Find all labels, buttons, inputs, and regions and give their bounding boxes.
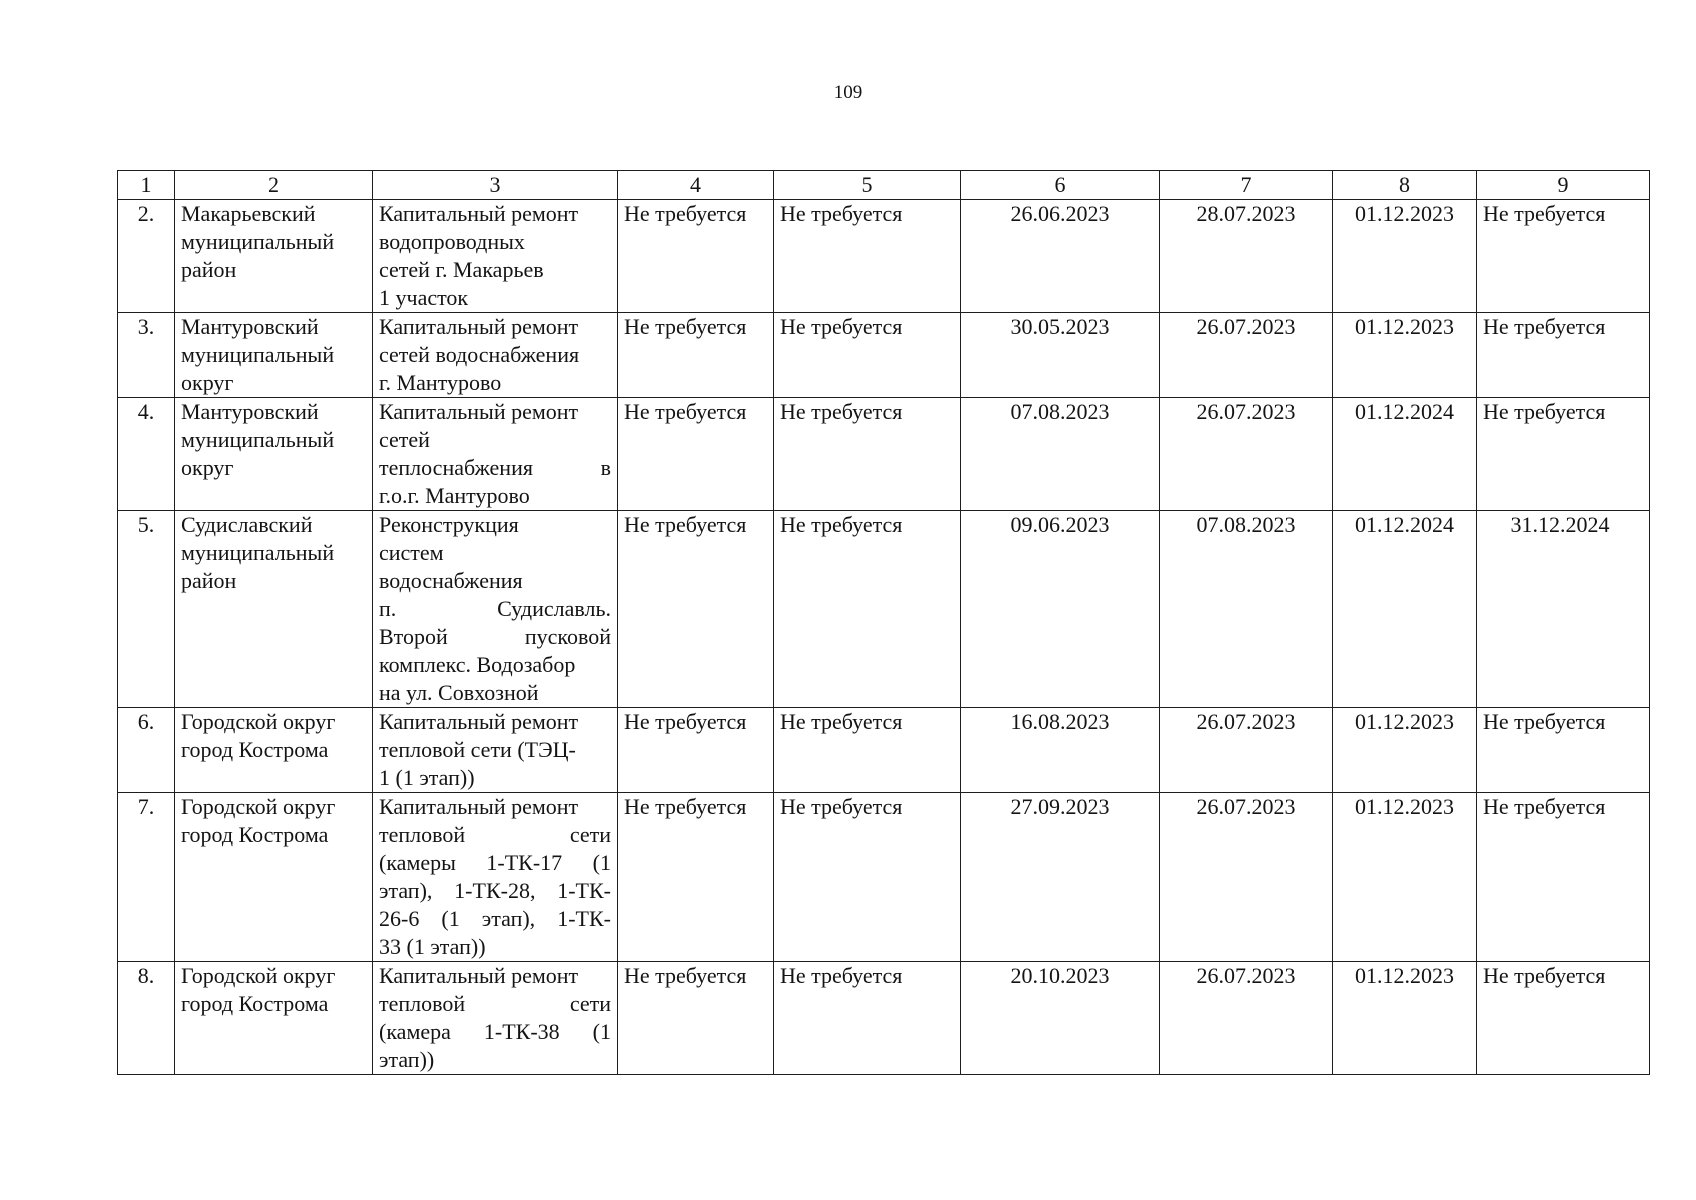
description-line: Реконструкция: [379, 512, 519, 537]
description-line: г.о.г. Мантурово: [379, 483, 530, 508]
col7-date-cell: 26.07.2023: [1160, 398, 1333, 511]
page-number: 109: [833, 82, 863, 103]
col6-date-cell: 07.08.2023: [961, 398, 1160, 511]
municipality-line: город Кострома: [181, 737, 329, 762]
municipality-line: Городской округ: [181, 963, 336, 988]
description-line: Капитальный ремонт: [379, 314, 579, 339]
col5-cell: Не требуется: [774, 200, 961, 313]
description-cell: [373, 200, 618, 313]
header-cell: 3: [373, 171, 618, 200]
header-cell: 8: [1333, 171, 1477, 200]
header-cell: 7: [1160, 171, 1333, 200]
description-line: тепловой сети: [379, 991, 611, 1016]
col4-cell: Не требуется: [618, 511, 774, 708]
municipality-line: Мантуровский: [181, 399, 319, 424]
municipality-line: город Кострома: [181, 991, 329, 1016]
description-line: 1 участок: [379, 285, 469, 310]
header-cell: 1: [118, 171, 175, 200]
col6-date-cell: 20.10.2023: [961, 962, 1160, 1075]
municipality-line: округ: [181, 370, 234, 395]
municipality-cell: [175, 398, 373, 511]
municipality-cell: [175, 511, 373, 708]
col5-cell: Не требуется: [774, 793, 961, 962]
col5-cell: Не требуется: [774, 313, 961, 398]
col4-cell: Не требуется: [618, 200, 774, 313]
table-row: [118, 962, 1650, 1075]
description-line: тепловой сети: [379, 822, 611, 847]
header-cell: 4: [618, 171, 774, 200]
description-cell: [373, 793, 618, 962]
col9-cell: 31.12.2024: [1477, 511, 1650, 708]
municipality-line: Городской округ: [181, 794, 336, 819]
col6-date-cell: 27.09.2023: [961, 793, 1160, 962]
table-row: [118, 793, 1650, 962]
col6-date-cell: 09.06.2023: [961, 511, 1160, 708]
col8-date-cell: 01.12.2024: [1333, 398, 1477, 511]
description-line: (камера 1-ТК-38 (1: [379, 1019, 611, 1044]
col9-cell: Не требуется: [1477, 200, 1650, 313]
description-cell: [373, 398, 618, 511]
row-number-cell: 5.: [118, 511, 175, 708]
col9-cell: Не требуется: [1477, 962, 1650, 1075]
col5-cell: Не требуется: [774, 511, 961, 708]
description-line: 33 (1 этап)): [379, 934, 486, 959]
description-line: на ул. Совхозной: [379, 680, 539, 705]
municipality-line: Судиславский: [181, 512, 313, 537]
description-cell: [373, 708, 618, 793]
col4-cell: Не требуется: [618, 962, 774, 1075]
col9-cell: Не требуется: [1477, 708, 1650, 793]
col7-date-cell: 07.08.2023: [1160, 511, 1333, 708]
description-line: этап), 1-ТК-28, 1-ТК-: [379, 878, 611, 903]
table-row: [118, 511, 1650, 708]
col5-cell: Не требуется: [774, 708, 961, 793]
description-line: Капитальный ремонт: [379, 399, 579, 424]
description-line: 26-6 (1 этап), 1-ТК-: [379, 906, 611, 931]
description-line: (камеры 1-ТК-17 (1: [379, 850, 611, 875]
municipality-line: муниципальный: [181, 427, 335, 452]
description-line: комплекс. Водозабор: [379, 652, 576, 677]
col4-cell: Не требуется: [618, 313, 774, 398]
description-line: г. Мантурово: [379, 370, 502, 395]
col7-date-cell: 28.07.2023: [1160, 200, 1333, 313]
col6-date-cell: 26.06.2023: [961, 200, 1160, 313]
description-line: тепловой сети (ТЭЦ-: [379, 737, 576, 762]
col8-date-cell: 01.12.2023: [1333, 200, 1477, 313]
col7-date-cell: 26.07.2023: [1160, 962, 1333, 1075]
header-row: [118, 171, 1650, 200]
description-line: 1 (1 этап)): [379, 765, 475, 790]
row-number-cell: 2.: [118, 200, 175, 313]
description-line: этап)): [379, 1047, 435, 1072]
table-body: [118, 200, 1650, 1075]
description-line: Второй пусковой: [379, 624, 611, 649]
header-cell: 5: [774, 171, 961, 200]
row-number-cell: 3.: [118, 313, 175, 398]
municipality-line: Городской округ: [181, 709, 336, 734]
municipality-line: Макарьевский: [181, 201, 316, 226]
header-cell: 6: [961, 171, 1160, 200]
municipality-cell: [175, 793, 373, 962]
col9-cell: Не требуется: [1477, 398, 1650, 511]
col5-cell: Не требуется: [774, 398, 961, 511]
col7-date-cell: 26.07.2023: [1160, 708, 1333, 793]
table-row: [118, 708, 1650, 793]
col7-date-cell: 26.07.2023: [1160, 793, 1333, 962]
description-line: теплоснабжения в: [379, 455, 611, 480]
col8-date-cell: 01.12.2023: [1333, 708, 1477, 793]
col4-cell: Не требуется: [618, 793, 774, 962]
col8-date-cell: 01.12.2023: [1333, 313, 1477, 398]
municipality-line: муниципальный: [181, 540, 335, 565]
description-line: сетей: [379, 427, 430, 452]
row-number-cell: 6.: [118, 708, 175, 793]
col6-date-cell: 30.05.2023: [961, 313, 1160, 398]
row-number-cell: 8.: [118, 962, 175, 1075]
municipality-line: район: [181, 257, 237, 282]
description-line: п. Судиславль.: [379, 596, 611, 621]
description-line: сетей водоснабжения: [379, 342, 580, 367]
col4-cell: Не требуется: [618, 708, 774, 793]
data-table: [117, 170, 1650, 1075]
municipality-line: район: [181, 568, 237, 593]
col5-cell: Не требуется: [774, 962, 961, 1075]
municipality-line: муниципальный: [181, 229, 335, 254]
header-cell: 2: [175, 171, 373, 200]
municipality-line: Мантуровский: [181, 314, 319, 339]
description-line: систем: [379, 540, 444, 565]
table-row: [118, 313, 1650, 398]
col6-date-cell: 16.08.2023: [961, 708, 1160, 793]
col8-date-cell: 01.12.2023: [1333, 793, 1477, 962]
description-line: сетей г. Макарьев: [379, 257, 544, 282]
municipality-line: муниципальный: [181, 342, 335, 367]
col9-cell: Не требуется: [1477, 793, 1650, 962]
header-cell: 9: [1477, 171, 1650, 200]
municipality-cell: [175, 200, 373, 313]
description-line: водоснабжения: [379, 568, 523, 593]
municipality-cell: [175, 962, 373, 1075]
table-row: [118, 398, 1650, 511]
col8-date-cell: 01.12.2024: [1333, 511, 1477, 708]
description-line: водопроводных: [379, 229, 525, 254]
municipality-line: округ: [181, 455, 234, 480]
row-number-cell: 7.: [118, 793, 175, 962]
municipality-line: город Кострома: [181, 822, 329, 847]
row-number-cell: 4.: [118, 398, 175, 511]
description-line: Капитальный ремонт: [379, 709, 579, 734]
description-cell: [373, 511, 618, 708]
description-cell: [373, 962, 618, 1075]
municipality-cell: [175, 313, 373, 398]
table-row: [118, 200, 1650, 313]
description-line: Капитальный ремонт: [379, 794, 579, 819]
description-cell: [373, 313, 618, 398]
description-line: Капитальный ремонт: [379, 201, 579, 226]
col7-date-cell: 26.07.2023: [1160, 313, 1333, 398]
col8-date-cell: 01.12.2023: [1333, 962, 1477, 1075]
col4-cell: Не требуется: [618, 398, 774, 511]
description-line: Капитальный ремонт: [379, 963, 579, 988]
municipality-cell: [175, 708, 373, 793]
col9-cell: Не требуется: [1477, 313, 1650, 398]
